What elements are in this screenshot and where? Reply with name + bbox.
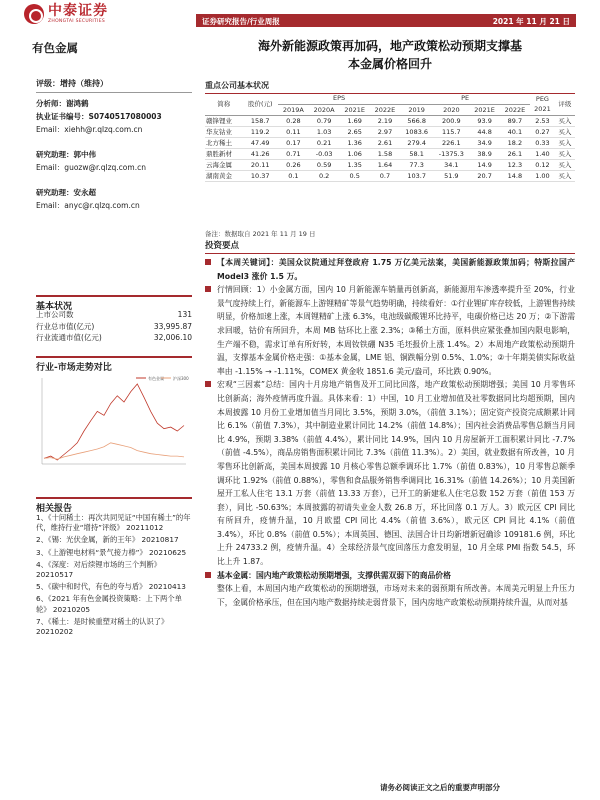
brand-name-en: ZHONGTAI SECURITIES [48,19,106,24]
key-point-para: 整体上看，本周国内地产政策松动的预期增强，市场对未来的弱预期有所改善。本周美元明显上升压力下，金属价格承压，但在国内地产数据持续走弱背景下，国内房地产政策松动预期持续升温，从而对基 [217,584,575,607]
trend-chart-svg [36,372,192,472]
company-cell-e1: 0.71 [286,149,301,158]
report-title [200,37,580,73]
company-row [205,159,575,170]
company-cell-p4: 40.1 [507,127,523,136]
key-points-title: 投资要点 [205,239,575,254]
company-cell-p2: 51.9 [444,171,459,180]
rating: 评级：增持（维持） [36,78,192,93]
company-cell-name: 鼎胜新材 [206,150,232,158]
bullet-icon [205,381,211,387]
company-cell-e1: 0.1 [288,171,299,180]
company-cell-name: 云海金属 [206,161,232,169]
company-cell-rating: 买入 [558,128,572,136]
col-header-pe: PE [400,93,530,104]
company-cell-p1: 77.3 [409,160,424,169]
col-year: 2021 [534,105,551,114]
company-cell-p3: 14.9 [477,160,492,169]
company-cell-name: 华友钴业 [206,128,232,136]
company-table [205,93,575,182]
footer-disclaimer: 请务必阅读正文之后的重要声明部分 [380,783,500,792]
industry-label: 有色金属 [32,41,78,55]
basic-row: 行业总市值(亿元) 33,995.87 [36,321,192,331]
company-cell-p3: 20.7 [477,171,492,180]
company-cell-e2: 1.03 [316,127,332,136]
related-report-item[interactable]: 4、《深度：对后续锂市场的三个判断》 20210517 [36,559,162,580]
brand-logo-icon [24,4,44,24]
company-cell-e4: 2.19 [377,116,393,125]
company-cell-rating: 买入 [558,139,572,147]
company-cell-p3: 38.9 [477,149,492,158]
company-cell-rating: 买入 [558,161,572,169]
basic-info-table [36,309,192,344]
page-header [0,0,600,30]
company-cell-peg: 1.00 [535,171,550,180]
related-report-item[interactable]: 5、《碳中和时代，有色的夸与盾》 20210413 [36,582,186,592]
company-cell-p4: 26.1 [507,149,523,158]
company-cell-p4: 18.2 [507,138,523,147]
col-year: 2021E [474,105,495,114]
brand-name-cn: 中泰证券 [48,3,108,19]
trend-chart [36,372,192,472]
company-cell-p2: 226.1 [442,138,461,147]
bullet-icon [205,286,211,292]
company-cell-e2: -0.03 [315,149,333,158]
related-report-item[interactable]: 2、《锡：光伏金属，新的王年》 20210817 [36,535,179,545]
company-cell-e2: 0.2 [318,171,330,180]
company-cell-price: 20.11 [250,160,270,169]
company-table-title: 重点公司基本状况 [205,80,575,94]
col-header-eps: EPS [278,93,400,104]
company-cell-e1: 0.28 [286,116,301,125]
col-year: 2020 [443,105,460,114]
col-year: 2022E [374,105,396,114]
company-row [205,115,575,126]
key-point-para: 基本金属：国内地产政策松动预期增强，支撑供需双弱下的商品价格 [205,569,575,583]
related-report-item[interactable]: 1、《十问稀土：再次共同见证“中国有稀土”的年代，维持行业“增持”评级》 20211012 [36,513,191,533]
company-cell-p1: 279.4 [407,138,426,147]
related-reports-list [36,513,192,639]
assistant-2-email[interactable]: Email：anyc@r.qlzq.com.cn [36,201,140,210]
report-title-line2: 本金属价格回升 [347,57,432,71]
key-points-body [205,256,575,609]
report-title-line1: 海外新能源政策再加码，地产政策松动预期支撑基 [257,39,522,53]
col-year: 2022E [504,105,526,114]
report-date: 2021 年 11 月 21 日 [492,17,570,26]
col-header-name: 简称 [217,100,231,109]
company-cell-e1: 0.11 [286,127,301,136]
related-report-item[interactable]: 3、《上游锂电材料“景气接力棒”》 20210625 [36,547,187,557]
company-cell-rating: 买入 [558,150,572,158]
col-header-rating: 评级 [558,100,572,109]
company-cell-p3: 93.9 [477,116,492,125]
basic-row: 上市公司数 131 [36,310,192,319]
col-year: 2019A [282,105,304,114]
company-cell-p3: 44.8 [477,127,492,136]
company-cell-e3: 1.69 [347,116,362,125]
assistant-2-name: 研究助理：安永超 [36,188,96,197]
bullet-icon [205,259,211,265]
legend-label-b: 沪深300 [173,376,189,381]
analyst-email[interactable]: Email：xiehh@r.qlzq.com.cn [36,125,143,134]
company-cell-rating: 买入 [558,117,572,125]
col-year: 2020A [313,105,335,114]
company-cell-e1: 0.17 [286,138,301,147]
company-row [205,126,575,137]
company-cell-p1: 566.8 [407,116,426,125]
assistant-1-email[interactable]: Email：guozw@r.qlzq.com.cn [36,163,146,172]
company-cell-price: 41.26 [250,149,270,158]
report-banner [196,14,576,27]
assistant-1-name: 研究助理：郭中伟 [36,150,96,159]
company-cell-price: 158.7 [250,116,270,125]
col-year: 2021E [344,105,365,114]
trend-chart-title: 行业-市场走势对比 [36,356,192,373]
series-line-0 [44,384,184,460]
company-cell-p2: -1375.3 [438,149,464,158]
related-report-item[interactable]: 7、《稀土：是时候重塑对稀土的认识了》 20210202 [36,616,169,637]
company-cell-e1: 0.26 [286,160,301,169]
company-row [205,137,575,148]
company-cell-p4: 14.8 [507,171,523,180]
company-cell-e3: 2.65 [347,127,362,136]
company-cell-price: 10.37 [250,171,270,180]
col-header-price: 股价(元) [247,100,273,109]
company-cell-name: 北方稀土 [206,139,232,147]
company-cell-peg: 1.40 [535,149,550,158]
company-cell-e4: 1.58 [377,149,393,158]
company-cell-price: 119.2 [250,127,270,136]
company-cell-p1: 103.7 [407,171,426,180]
bullet-icon [205,572,211,578]
report-section: 证券研究报告/行业周报 [202,17,280,26]
related-report-item[interactable]: 6、《2021 年有色金属投资策略：上下两个单轮》 20210205 [36,594,182,614]
company-cell-e3: 1.06 [347,149,362,158]
series-line-1 [44,443,184,459]
col-year: 2019 [408,105,425,114]
company-cell-p2: 34.1 [444,160,459,169]
company-cell-p1: 58.1 [409,149,424,158]
company-cell-rating: 买入 [558,172,572,180]
key-point-para: 行情回顾：1）小金属方面，国内 10 月新能源车销量再创新高，新能源用车渗透率提升至 20%，行业景气度持续上行，新能源车上游锂精矿等景气趋势明确，持续看好：①行业锂矿库存较低，上游锂售持续明显，价格加速上涨，本周锂精矿上涨 6.3%，电池级碳酸锂环比持平，电碳价格已达 20 万；②下游需求回暖，钴价有所回升，本周 MB 钴环比上涨 2.3%；③稀土方面，原料供应紧张叠加国内限电影响，生产端不稳，需求订单有所好转，本周钕铁硼 N35 毛坯报价上涨 1.4%。2）本周地产政策松动预期升温，支撑基本金属价格走强：①基本金属，LME 铝、铜跌幅分别 0.5%、1.0%；②十年期美债实际收益率由 -1.15% → -1.11%，COMEX 黄金收 1851.6 美元/盎司，环比跌 0.90%。 [205,283,575,378]
company-cell-name: 赣锋锂业 [206,117,232,125]
basic-info-title: 基本状况 [36,295,192,312]
company-cell-p3: 34.9 [477,138,492,147]
company-row [205,148,575,159]
company-cell-p2: 115.7 [442,127,461,136]
company-cell-name: 湖南黄金 [206,172,232,180]
basic-row: 行业流通市值(亿元) 32,006.10 [36,333,192,342]
analyst-name: 分析师：谢鸿鹤 [36,99,89,108]
company-cell-peg: 0.12 [535,160,550,169]
company-cell-e2: 0.21 [316,138,332,147]
company-cell-e2: 0.79 [316,116,332,125]
legend-label-a: 有色金属 [148,376,164,381]
related-reports-title: 相关报告 [36,497,192,514]
company-cell-e3: 1.36 [347,138,362,147]
company-cell-p1: 1083.6 [405,127,429,136]
company-cell-e4: 2.61 [377,138,393,147]
company-cell-peg: 2.53 [535,116,550,125]
company-cell-p4: 12.3 [507,160,523,169]
analyst-panel [36,78,192,212]
company-cell-peg: 0.27 [535,127,550,136]
company-cell-e4: 1.64 [377,160,393,169]
key-point-para: 宏观“三因素”总结：国内十月房地产销售及开工同比回落，地产政策松动预期增强；美国 10 月零售环比创新高；海外疫情再度升温。具体来看：1）中国，10 月工业增加值及社零数据同比均超预期，国内本周披露 10 月份工业增加值当月同比 3.5%，预期 3.0%，（前值 3.1%）；固定资产投资完成额累计同比 6.1%（前值 7.3%），其中制造业累计同比 14.2%（前值 14.8%）；国内社会消费品零售总额当月同比 4.9%，预期 3.38%（前值 4.4%），累计同比 14.9%，国内 10 月房屋新开工面积累计同比 -7.7%（前值 -4.5%），商品房销售面积累计同比 7.3%（前值 11.3%）。2）美国，就业数据有所改善，10 月零售环比创新高，美国本周披露 10 月核心零售总额季调环比 1.7%（前值 0.83%），10 月零售总额季调环比 1.92%（前值 0.88%），零售和食品服务销售季调同比 16.31%（前值 14.26%）；10 月美国新屋开工私人住宅 13.1 万套（前值 13.33 万套），已开工的新建私人住宅总数 152 万套（前值 153 万套），同比 -50.63%；本周披露的初请失业金人数 26.8 万，环比回落 0.1 万人。3）欧元区 CPI 同比有所回升，疫情升温，10 月欧盟 CPI 同比 4.4%（前值 3.6%），欧元区 CPI 同比 4.1%（前值 3.4%），环比 0.8%（前值 0.5%）；本周英国、德国、法国合计日均新增新冠确诊 109181.6 例，环比上升 24733.2 例，疫情升温。4）全球经济景气度回落压力愈发明显，10 月全球 PMI 指数 54.5，环比上升 1.87。 [205,378,575,568]
company-cell-e4: 0.7 [379,171,391,180]
company-cell-p2: 200.9 [442,116,461,125]
company-cell-p4: 89.7 [507,116,523,125]
company-cell-price: 47.49 [250,138,270,147]
company-cell-e4: 2.97 [377,127,393,136]
col-header-peg: PEG [535,94,549,103]
key-point-para: 【本周关键词】：美国众议院通过拜登政府 1.75 万亿美元法案，美国新能源政策加码；特斯拉国产 Model3 涨价 1.5 万。 [205,256,575,283]
company-cell-e3: 1.35 [347,160,362,169]
company-cell-e3: 0.5 [349,171,360,180]
company-cell-e2: 0.59 [316,160,332,169]
brand-logo [24,4,108,24]
company-cell-peg: 0.33 [535,138,550,147]
table-note: 备注：数据取自 2021 年 11 月 19 日 [205,230,316,238]
analyst-cert: 执业证书编号：S0740517080003 [36,112,162,121]
company-row [205,170,575,181]
